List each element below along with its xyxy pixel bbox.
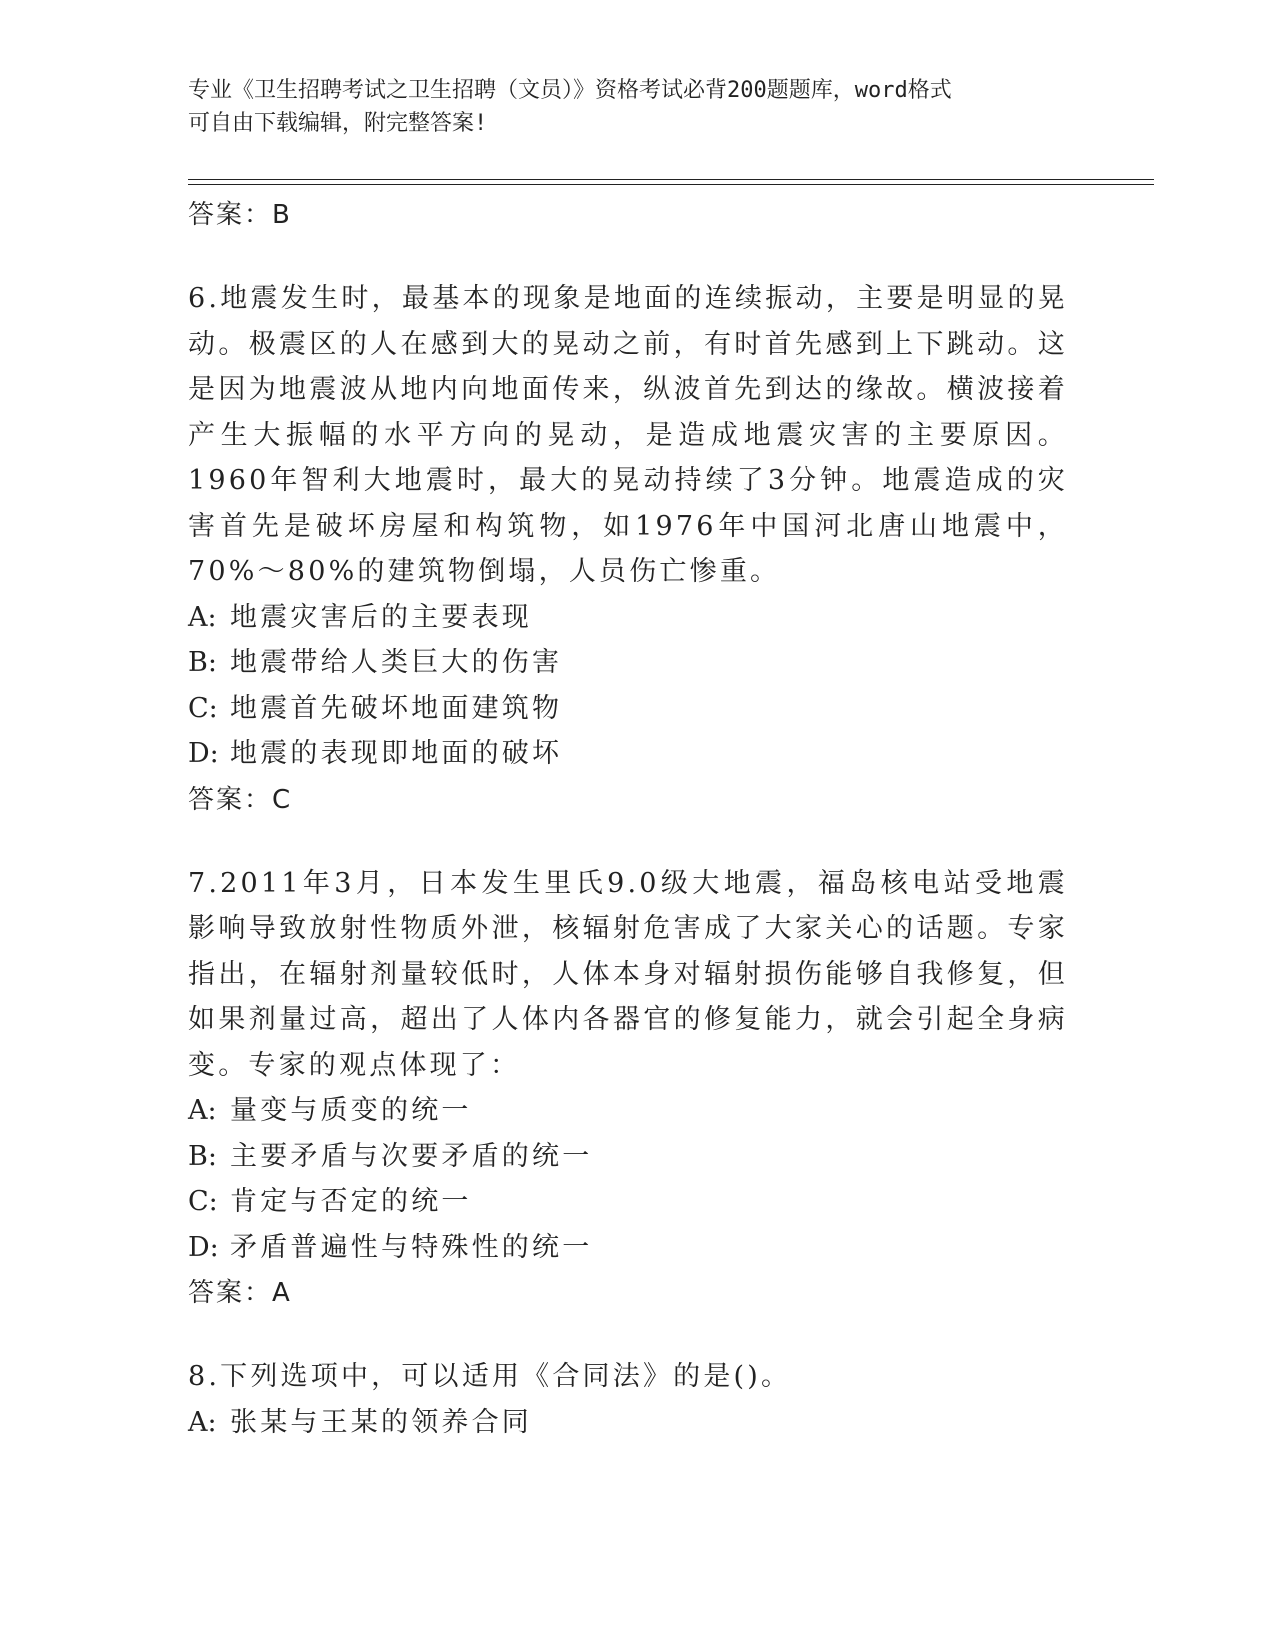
spacer [188,823,1068,861]
question-text: 8.下列选项中，可以适用《合同法》的是()。 [188,1361,792,1392]
answer-label: 答案： [188,784,273,815]
option-key: B: [188,1140,217,1172]
option-c [188,686,1068,732]
option-key: C: [188,1186,218,1217]
option-key: B: [188,647,217,678]
option-key: A: [188,601,217,633]
answer-line [188,777,1068,823]
option-text: 张某与王某的领养合同 [230,1406,532,1438]
document-header [188,74,1068,140]
answer-value: C [272,784,291,815]
option-text: 地震灾害后的主要表现 [230,601,532,633]
answer-value: B [272,200,290,230]
option-d [188,731,1068,777]
option-a [188,1088,1068,1134]
header-divider-bottom [188,184,1154,185]
answer-label: 答案： [188,200,273,230]
option-text: 主要矛盾与次要矛盾的统一 [230,1140,593,1172]
option-c [188,1179,1068,1225]
option-key: A: [188,1095,217,1126]
spacer [188,1316,1068,1354]
question-block [188,1354,1068,1445]
answer-label: 答案： [188,1278,273,1308]
option-key: C: [188,692,218,724]
option-d [188,1225,1068,1271]
question-text: 7.2011年3月，日本发生里氏9.0级大地震，福岛核电站受地震影响导致放射性物质外泄，核辐射危害成了大家关心的话题。专家指出，在辐射剂量较低时，人体本身对辐射损伤能够自我修复，但如果剂量过高，超出了人体内各器官的修复能力，就会引起全身病变。专家的观点体现了： [188,867,1068,1081]
answer-line [188,1270,1068,1316]
option-a [188,595,1068,641]
question-list [188,192,1068,1445]
option-b [188,640,1068,686]
option-text: 量变与质变的统一 [230,1095,472,1126]
option-key: A: [188,1406,217,1438]
header-divider-top [188,179,1154,180]
option-text: 矛盾普遍性与特殊性的统一 [230,1231,593,1263]
option-key: D: [188,1231,219,1263]
header-line-2: 可自由下载编辑，附完整答案! [188,111,488,136]
answer-line [188,192,1068,238]
option-key: D: [188,738,219,769]
question-block [188,861,1068,1317]
answer-value: A [272,1278,290,1308]
question-block [188,276,1068,823]
option-text: 地震首先破坏地面建筑物 [230,692,563,724]
header-line-1: 专业《卫生招聘考试之卫生招聘（文员）》资格考试必背200题题库，word格式 [188,78,952,103]
option-text: 地震带给人类巨大的伤害 [230,647,563,678]
option-a [188,1400,1068,1446]
option-text: 肯定与否定的统一 [230,1186,472,1217]
spacer [188,238,1068,276]
option-text: 地震的表现即地面的破坏 [230,738,563,769]
option-b [188,1134,1068,1180]
question-text: 6.地震发生时，最基本的现象是地面的连续振动，主要是明显的晃动。极震区的人在感到大的晃动之前，有时首先感到上下跳动。这是因为地震波从地内向地面传来，纵波首先到达的缘故。横波接着产生大振幅的水平方向的晃动，是造成地震灾害的主要原因。1960年智利大地震时，最大的晃动持续了3分钟。地震造成的灾害首先是破坏房屋和构筑物，如1976年中国河北唐山地震中，70%～80%的建筑物倒塌，人员伤亡惨重。 [188,283,1068,587]
